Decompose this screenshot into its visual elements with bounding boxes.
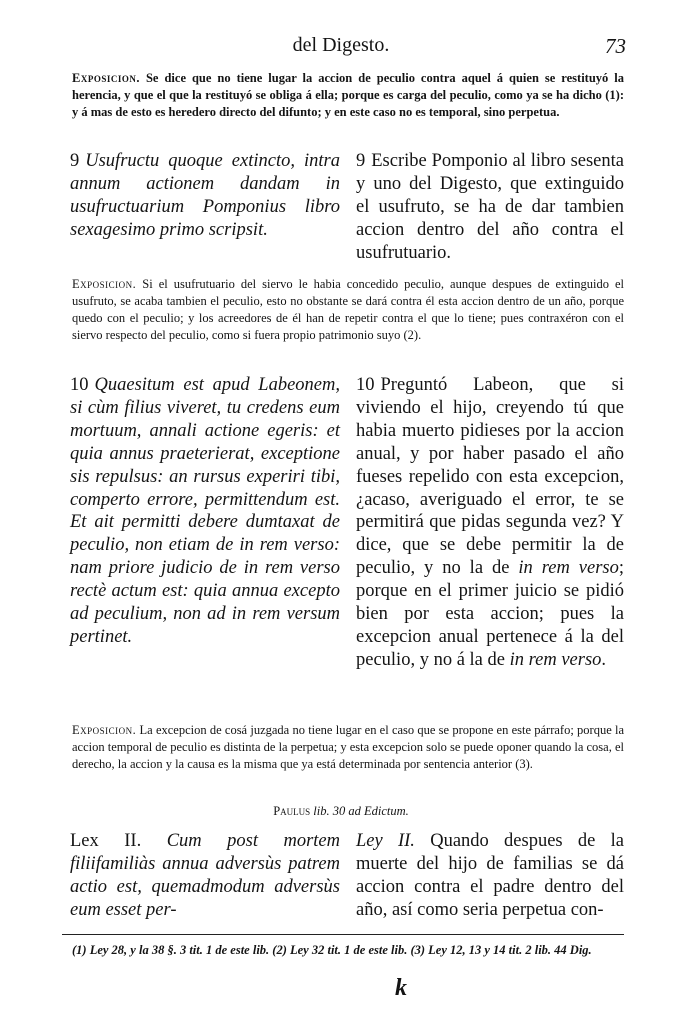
exposition-lead: Exposicion. [72,723,137,737]
latin-paragraph-10 [70,374,340,649]
spanish-ley-2 [356,830,624,922]
page-header [0,30,682,60]
spanish-text: . [601,649,607,670]
spanish-text: ; porque en el primer juicio se pidió bien por esta accion; pues la excepcion anual pertenece á la del peculio, y no á la de [356,558,624,670]
running-title: del Digesto. [292,34,390,56]
page-number: 73 [605,34,626,58]
spanish-text: Preguntó Labeon, que si viviendo el hijo, creyendo tú que habia muerto pidieses por la accion anual, y por haber pasado el año fueses repelido con esta excepcion, ¿acaso, averiguado el error, te se permitirá que pidas segunda vez? Y dice, que se debe permitir la de peculio, y no la de [356,375,624,579]
paragraph-number: 10 [356,375,375,395]
spanish-paragraph-10 [356,374,624,672]
exposition-lead: Exposicion. [72,71,140,85]
exposition-note [72,722,624,773]
latin-term: in rem verso [518,558,619,579]
latin-paragraph-9 [70,150,340,242]
footnote-divider [62,934,624,935]
ley-heading: Ley II. [356,831,415,851]
latin-text: Quaesitum est apud Labeonem, si cùm filius viveret, tu credens eum mortuum, annali actione egeris: et quia annus praeterierat, exceptione sis repulsus: an rursus experiri tibi, comperto errore, permittendum est. Et ait permitti debere dumtaxat de peculio, non etiam de in rem verso: nam priore judicio de in rem verso rectè actum est: quia annua excepto ad peculium, non ad in rem versum pertinet. [70,375,340,647]
exposition-text: Se dice que no tiene lugar la accion de peculio contra aquel á quien se restituyó la herencia, y que el que la restituyó se obliga á ella; porque es carga del peculio, como ya se ha dicho (1): y á mas de esto es heredero directo del difunto; y en este caso no es temporal, sino perpetua. [72,71,625,119]
latin-text: Usufructu quoque extincto, intra annum actionem dandam in usufructuarium Pomponius libro sexagesimo primo scripsit. [70,151,340,240]
exposition-note [72,70,624,121]
source-reference: lib. 30 ad Edictum. [313,804,409,818]
exposition-lead: Exposicion. [72,277,137,291]
spanish-paragraph-9 [356,150,624,265]
spanish-text: Escribe Pomponio al libro sesenta y uno del Digesto, que extinguido el usufruto, se ha de dar tambien accion dentro del año contra el usufrutuario. [356,151,624,263]
exposition-note [72,276,624,344]
exposition-text: Si el usufrutuario del siervo le habia concedido peculio, aunque despues de extinguido el usufruto, se acaba tambien el peculio, esto no obstante se dará contra él esta accion dentro de un año, porque quedo con el peculio; y los acreedores de él han de repetir contra el que lo tiene; pues contraxéron con el siervo respecto del peculio, como si fuera propio patrimonio suyo (2). [72,277,625,342]
latin-lex-2 [70,830,340,922]
signature-mark: k [395,975,407,1001]
paragraph-number: 9 [356,151,366,171]
latin-term: in rem verso [509,649,602,670]
exposition-text: La excepcion de cosá juzgada no tiene lugar en el caso que se propone en este párrafo; porque la accion temporal de peculio es distinta de la perpetua; y esta excepcion solo se puede oponer quando la cosa, el derecho, la accion y la causa es la misma que ya está determinada por sentencia anterior (3). [72,723,625,771]
source-author: Paulus [273,804,311,818]
spanish-text: Quando despues de la muerte del hijo de familias se dá accion contra el padre dentro del año, así como seria perpetua con- [356,831,624,920]
lex-heading: Lex II. [70,831,142,851]
paragraph-number: 10 [70,375,89,395]
paragraph-number: 9 [70,151,80,171]
source-citation [0,804,682,819]
footnotes: (1) Ley 28, y la 38 §. 3 tit. 1 de este lib. (2) Ley 32 tit. 1 de este lib. (3) Ley 12, 13 y 14 tit. 2 lib. 44 Dig. [72,943,592,957]
latin-text: Cum post mortem filiifamiliàs annua adversùs patrem actio est, quemadmodum adversùs eum esset per- [70,831,340,920]
